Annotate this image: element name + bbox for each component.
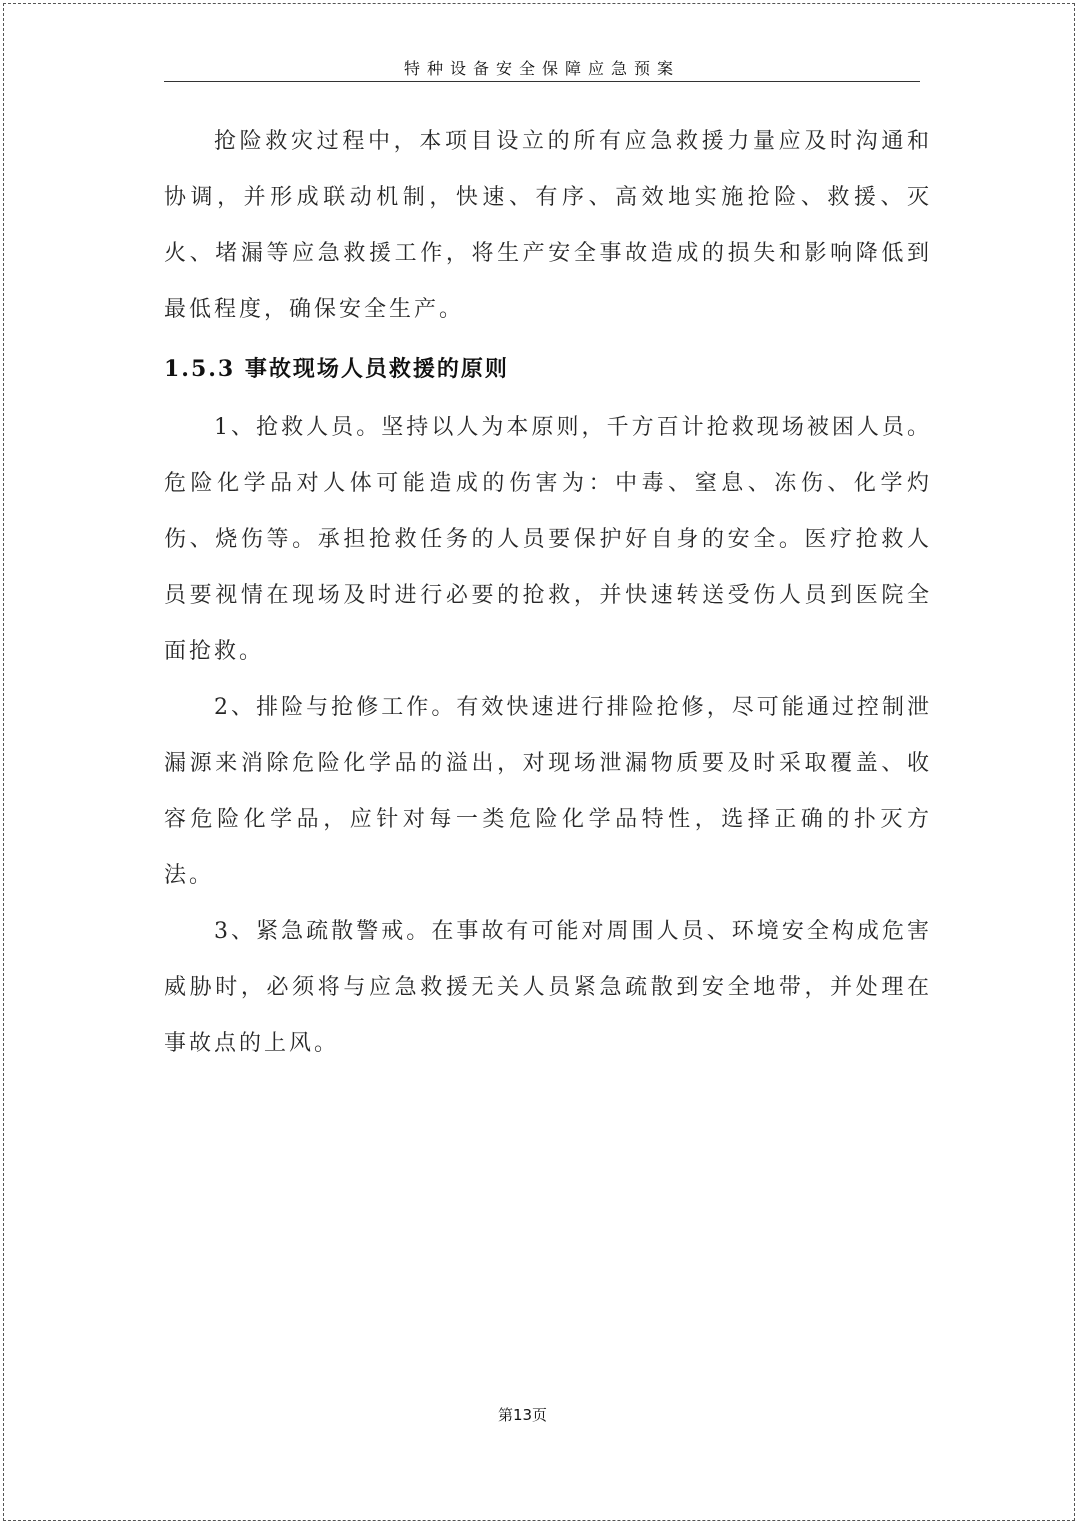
intro-paragraph: 抢险救灾过程中，本项目设立的所有应急救援力量应及时沟通和协调，并形成联动机制，快速、有序、高效地实施抢险、救援、灭火、堵漏等应急救援工作，将生产安全事故造成的损失和影响降低到最低程度，确保安全生产。 bbox=[164, 129, 932, 322]
document-body bbox=[164, 114, 932, 1072]
page-number: 第13页 bbox=[497, 1406, 548, 1424]
page-header-title: 特种设备安全保障应急预案 bbox=[403, 59, 680, 78]
section-heading: 1.5.3 事故现场人员救援的原则 bbox=[164, 356, 509, 382]
principle-item-1: 1、抢救人员。坚持以人为本原则，千方百计抢救现场被困人员。危险化学品对人体可能造成的伤害为：中毒、窒息、冻伤、化学灼伤、烧伤等。承担抢救任务的人员要保护好自身的安全。医疗抢救人员要视情在现场及时进行必要的抢救，并快速转送受伤人员到医院全面抢救。 bbox=[164, 415, 932, 664]
header-divider bbox=[164, 81, 920, 82]
principle-item-3: 3、紧急疏散警戒。在事故有可能对周围人员、环境安全构成危害威胁时，必须将与应急救援无关人员紧急疏散到安全地带，并处理在事故点的上风。 bbox=[164, 919, 932, 1056]
principle-item-2: 2、排险与抢修工作。有效快速进行排险抢修，尽可能通过控制泄漏源来消除危险化学品的溢出，对现场泄漏物质要及时采取覆盖、收容危险化学品，应针对每一类危险化学品特性，选择正确的扑灭方法。 bbox=[164, 695, 932, 888]
